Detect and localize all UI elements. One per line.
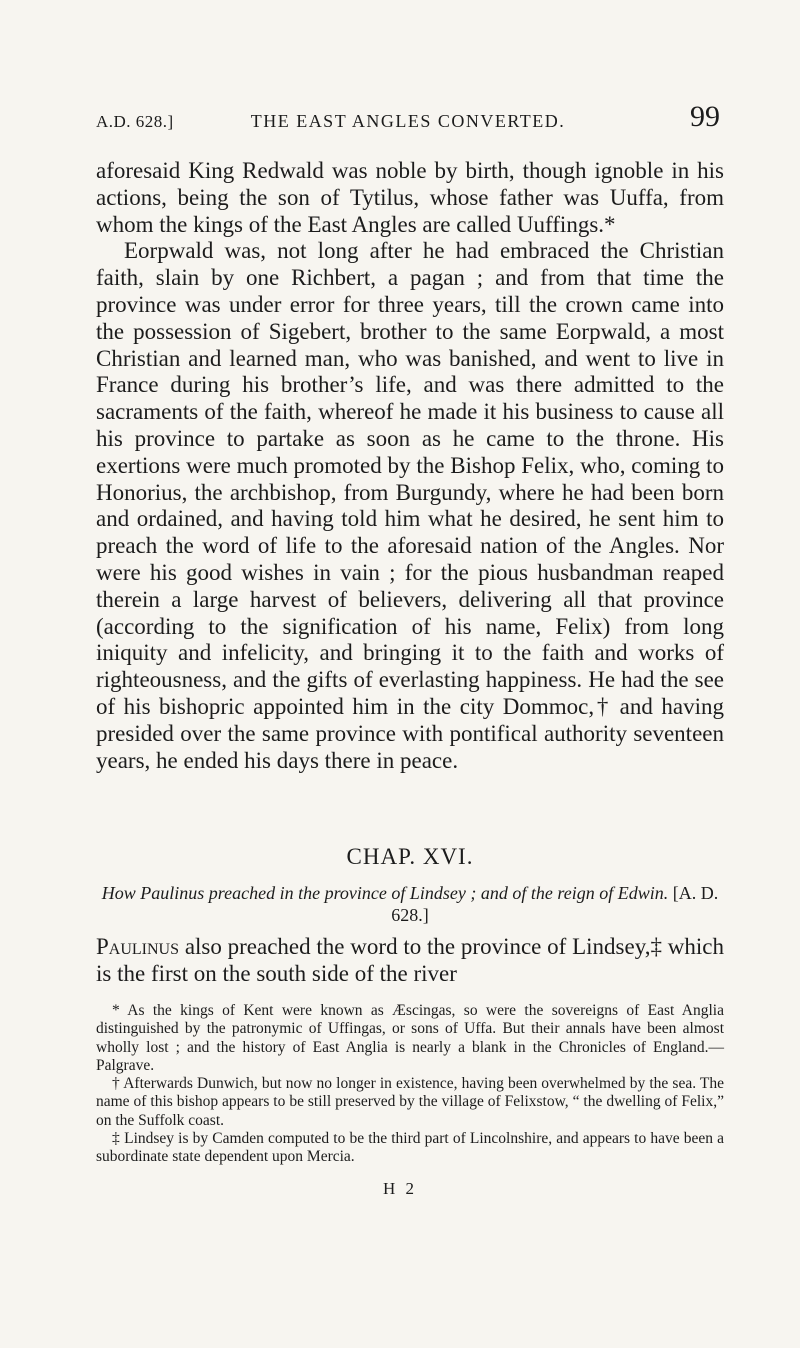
- chapter-body-text: also preached the word to the province of Lindsey,‡ which is the first on the south side of the river: [96, 934, 725, 986]
- paragraph-eorpwald: Eorpwald was, not long after he had embraced the Christian faith, slain by one Richbert, a pagan ; and from that time the province was under error for three years, till the crown came into the possession of Sigebert, brother to the same Eorpwald, a most Christian and learned man, who was banished, and went to live in France during his brother’s life, and was there admitted to the sacraments of the faith, whereof he made it his business to cause all his province to partake as soon as he came to the throne. His exertions were much promoted by the Bishop Felix, who, coming to Honorius, the archbishop, from Burgundy, where he had been born and ordained, and having told him what he desired, he sent him to preach the word of life to the aforesaid nation of the Angles. Nor were his good wishes in vain ; for the pious husbandman reaped therein a large harvest of believers, delivering all that province (according to the signification of his name, Felix) from long iniquity and infelicity, and bringing it to the faith and works of righteousness, and the gifts of everlasting happiness. He had the see of his bishopric appointed him in the city Dommoc,† and having presided over the same province with pontifical authority seventeen years, he ended his days there in peace.: [96, 238, 724, 773]
- footnote-1: * As the kings of Kent were known as Æscingas, so were the sovereigns of East Anglia distinguished by the patronymic of Uffingas, or sons of Uffa. But their annals have been almost wholly lost ; and the history of East Anglia is nearly a blank in the Chronicles of England.—Palgrave.: [96, 1002, 724, 1074]
- footnote-3: ‡ Lindsey is by Camden computed to be the third part of Lincolnshire, and appears to have been a subordinate state dependent upon Mercia.: [96, 1130, 724, 1166]
- running-head-title: THE EAST ANGLES CONVERTED.: [250, 111, 566, 131]
- main-text: [96, 158, 724, 774]
- paragraph-continued: aforesaid King Redwald was noble by birth, though ignoble in his actions, being the son of Tytilus, whose father was Uuffa, from whom the kings of the East Angles are called Uuffings.*: [96, 158, 724, 237]
- chapter-subtitle: [96, 882, 724, 926]
- signature-mark: H 2: [382, 1179, 418, 1198]
- chapter-subtitle-text: How Paulinus preached in the province of Lindsey ; and of the reign of Edwin.: [101, 883, 669, 903]
- chapter-first-word: Paulinus: [96, 934, 180, 959]
- chapter-date: [A. D. 628.]: [391, 883, 719, 925]
- running-head: [96, 100, 720, 136]
- chapter-text: [96, 934, 724, 988]
- footnote-2: † Afterwards Dunwich, but now no longer in existence, having been overwhelmed by the sea. The name of this bishop appears to be still preserved by the village of Felixstow, “ the dwelling of Felix,” on the Suffolk coast.: [96, 1075, 724, 1129]
- page-number: 99: [690, 100, 720, 133]
- footnotes: [96, 1002, 724, 1167]
- running-head-date: A.D. 628.]: [96, 112, 174, 131]
- chapter-heading: CHAP. XVI.: [346, 844, 474, 869]
